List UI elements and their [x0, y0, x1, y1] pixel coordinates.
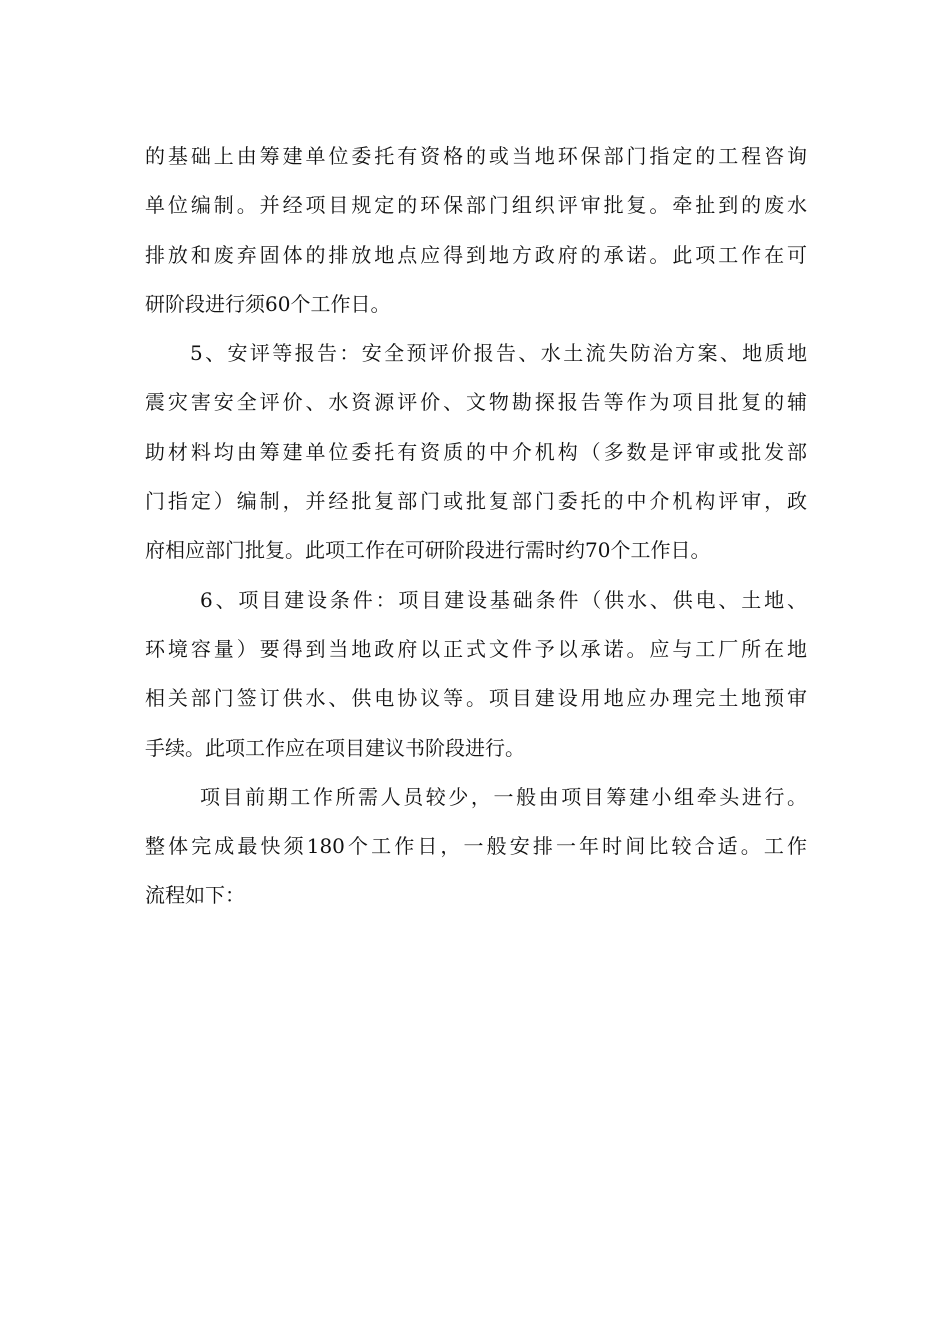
paragraph-preliminary-work-summary	[145, 773, 807, 921]
paragraph-line: 5、安评等报告：安全预评价报告、水土流失防治方案、地质地	[190, 341, 807, 366]
paragraph-line: 的基础上由筹建单位委托有资格的或当地环保部门指定的工程咨询	[145, 144, 807, 168]
paragraph-line: 府相应部门批复。此项工作在可研阶段进行需时约70个工作日。	[145, 538, 711, 563]
paragraph-line: 门指定）编制，并经批复部门或批复部门委托的中介机构评审，政	[145, 489, 807, 514]
paragraph-line: 手续。此项工作应在项目建议书阶段进行。	[145, 735, 525, 760]
paragraph-line: 研阶段进行须60个工作日。	[145, 291, 391, 316]
paragraph-line: 单位编制。并经项目规定的环保部门组织评审批复。牵扯到的废水	[145, 193, 807, 218]
paragraph-construction-conditions	[145, 576, 807, 773]
paragraph-line: 助材料均由筹建单位委托有资质的中介机构（多数是评审或批发部	[145, 439, 807, 464]
paragraph-line: 项目前期工作所需人员较少，一般由项目筹建小组牵头进行。	[200, 784, 807, 809]
paragraph-line: 流程如下：	[145, 883, 245, 908]
paragraph-environmental-report-continued	[145, 132, 807, 329]
paragraph-line: 6、项目建设条件：项目建设基础条件（供水、供电、土地、	[200, 587, 807, 612]
paragraph-line: 整体完成最快须180个工作日，一般安排一年时间比较合适。工作	[145, 834, 807, 859]
paragraph-line: 震灾害安全评价、水资源评价、文物勘探报告等作为项目批复的辅	[145, 390, 807, 415]
paragraph-line: 相关部门签订供水、供电协议等。项目建设用地应办理完土地预审	[145, 686, 807, 711]
paragraph-line: 排放和废弃固体的排放地点应得到地方政府的承诺。此项工作在可	[145, 242, 807, 267]
paragraph-line: 环境容量）要得到当地政府以正式文件予以承诺。应与工厂所在地	[145, 636, 807, 661]
document-body	[145, 132, 807, 921]
paragraph-safety-assessment-reports	[145, 329, 807, 575]
